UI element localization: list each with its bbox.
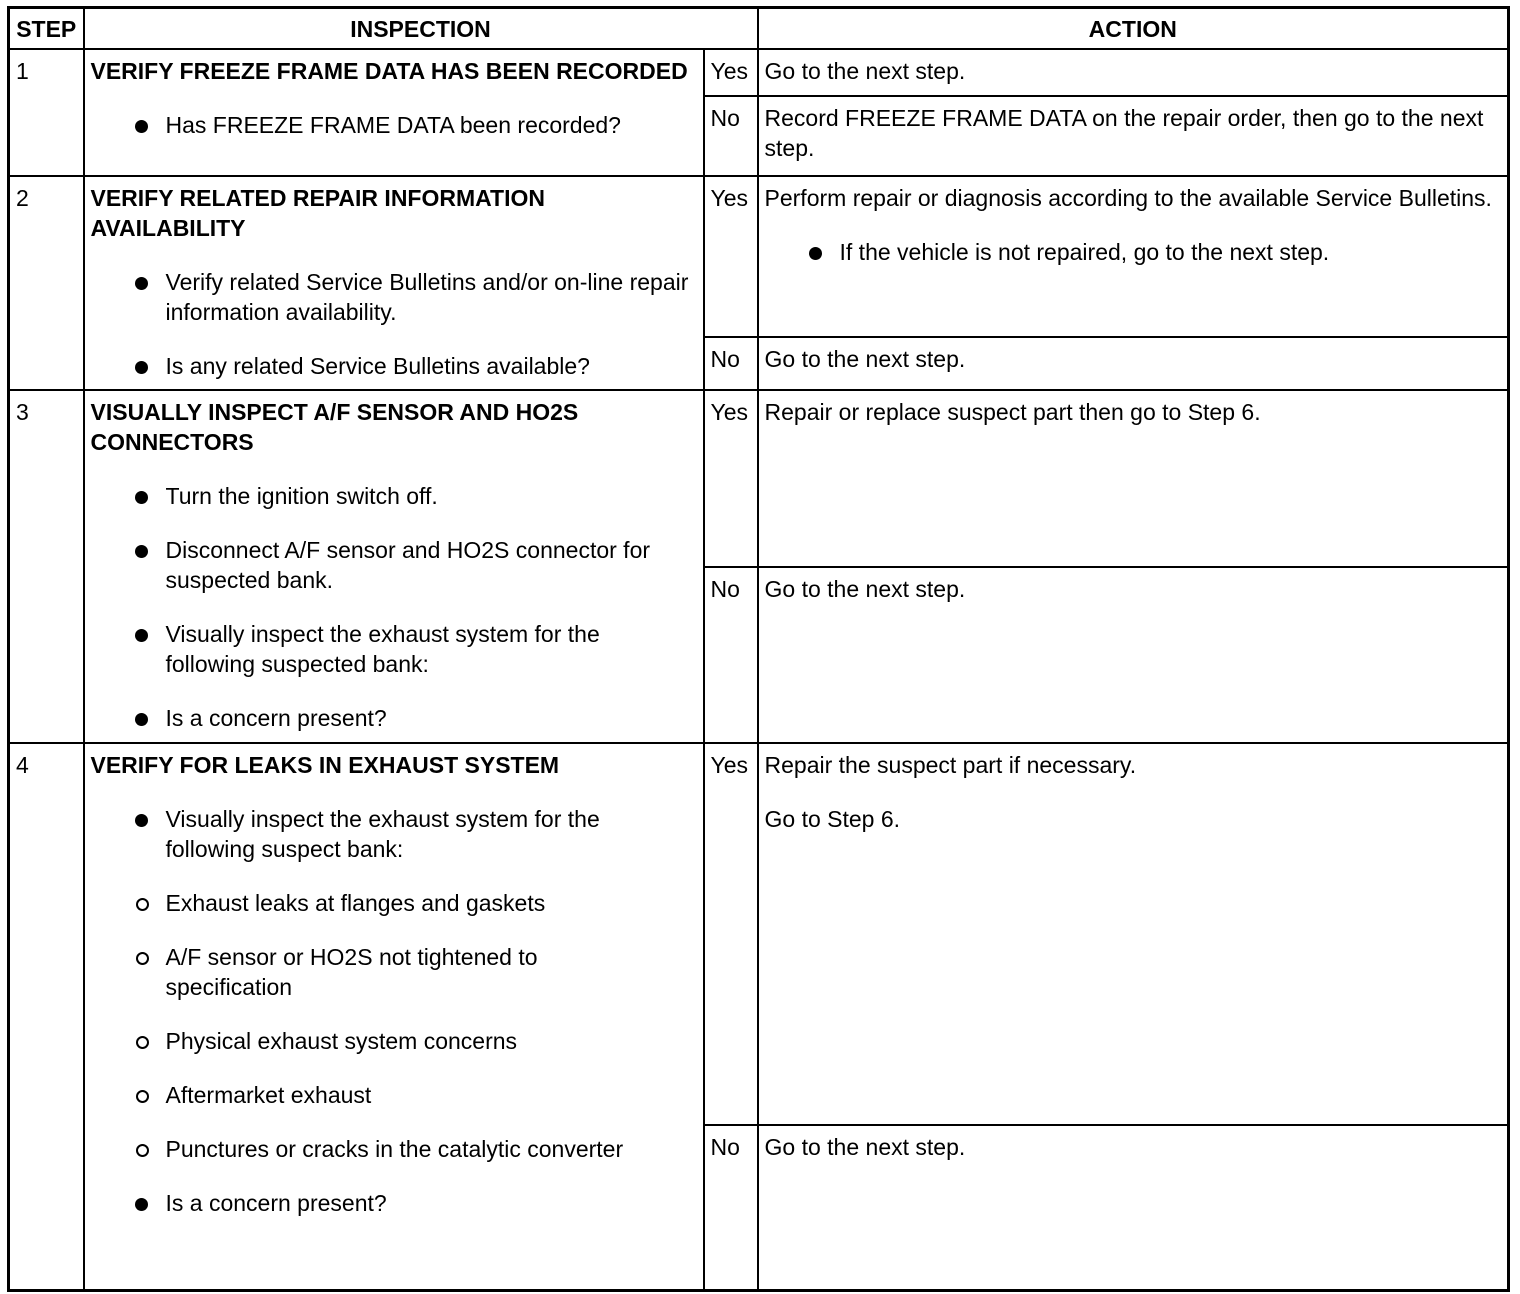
no-label: No [704,567,758,743]
sub-bullet-item: Punctures or cracks in the catalytic converter [91,1134,697,1164]
bullet-item: Visually inspect the exhaust system for the following suspected bank: [91,619,697,679]
diagnostic-table [7,6,1510,1292]
sub-bullet-item: Physical exhaust system concerns [91,1026,697,1056]
sub-bullet-list [91,888,697,1164]
yes-action-cell [758,743,1509,1125]
yes-action: Repair the suspect part if necessary. [764,752,1137,778]
action-bullet-item: If the vehicle is not repaired, go to the next step. [765,237,1502,267]
bullet-list [91,481,697,733]
inspection-cell [84,390,704,743]
sub-bullet-item: Aftermarket exhaust [91,1080,697,1110]
yes-action: Repair or replace suspect part then go to Step 6. [758,390,1509,567]
no-label: No [704,1125,758,1290]
yes-action-followup: Go to Step 6. [764,806,901,832]
step-4-yes-row [9,743,1509,1125]
step-number: 3 [9,390,84,743]
bullet-list [91,1188,697,1218]
diagnostic-page [7,6,1510,1292]
no-action: Go to the next step. [758,337,1509,391]
yes-label: Yes [704,743,758,1125]
sub-bullet-item: Exhaust leaks at flanges and gaskets [91,888,697,918]
inspection-cell [84,176,704,390]
no-action: Record FREEZE FRAME DATA on the repair order, then go to the next step. [758,96,1509,176]
yes-action: Perform repair or diagnosis according to the available Service Bulletins. [764,185,1492,211]
header-action: ACTION [758,8,1509,50]
step-3-yes-row [9,390,1509,567]
inspection-cell [84,49,704,176]
bullet-item: Verify related Service Bulletins and/or on-line repair information availability. [91,267,697,327]
bullet-item: Turn the ignition switch off. [91,481,697,511]
bullet-item: Is any related Service Bulletins available? [91,351,697,381]
step-number: 2 [9,176,84,390]
header-inspection: INSPECTION [84,8,758,50]
inspection-cell [84,743,704,1290]
no-label: No [704,337,758,391]
step-1-yes-row [9,49,1509,96]
yes-label: Yes [704,390,758,567]
yes-action-cell [758,176,1509,337]
no-action: Go to the next step. [758,567,1509,743]
yes-action: Go to the next step. [758,49,1509,96]
step-title: VERIFY FREEZE FRAME DATA HAS BEEN RECORDED [90,58,688,84]
sub-bullet-item: A/F sensor or HO2S not tightened to specification [91,942,697,1002]
step-title: VISUALLY INSPECT A/F SENSOR AND HO2S CONNECTORS [90,399,579,455]
bullet-item: Is a concern present? [91,703,697,733]
bullet-item [91,804,697,864]
bullet-text: Visually inspect the exhaust system for the following suspect bank: [165,806,600,862]
header-row [9,8,1509,50]
bullet-list [91,110,697,140]
bullet-item: Is a concern present? [91,1188,697,1218]
no-action: Go to the next step. [758,1125,1509,1290]
step-number: 1 [9,49,84,176]
step-title: VERIFY RELATED REPAIR INFORMATION AVAILABILITY [90,185,545,241]
step-2-yes-row [9,176,1509,337]
bullet-item: Has FREEZE FRAME DATA been recorded? [91,110,697,140]
yes-label: Yes [704,49,758,96]
bullet-list [91,267,697,381]
action-bullet-list [765,237,1502,267]
bullet-item: Disconnect A/F sensor and HO2S connector for suspected bank. [91,535,697,595]
header-step: STEP [9,8,84,50]
yes-label: Yes [704,176,758,337]
step-number: 4 [9,743,84,1290]
step-title: VERIFY FOR LEAKS IN EXHAUST SYSTEM [90,752,560,778]
no-label: No [704,96,758,176]
bullet-list [91,804,697,864]
